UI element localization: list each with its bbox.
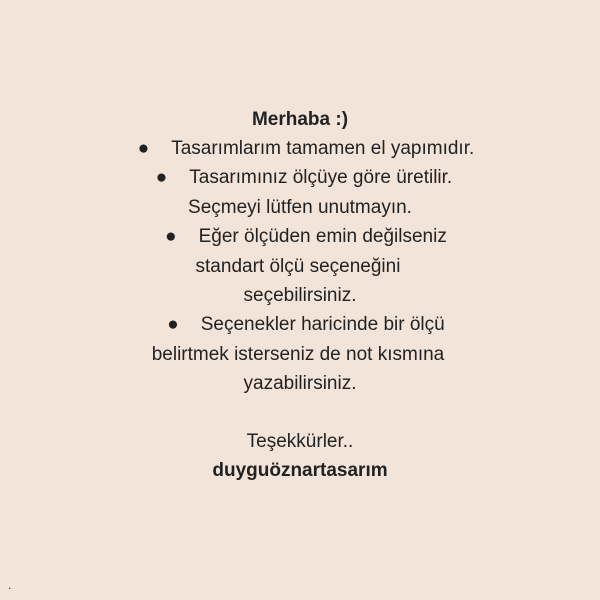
bullet-text-continued: standart ölçü seçeneğini [195,256,401,277]
bullet-icon: ● [155,167,168,188]
signature-text: duyguöznartasarım [212,460,388,481]
bullet-text-continued: Seçmeyi lütfen unutmayın. [188,197,412,218]
greeting-heading: Merhaba :) [251,109,349,130]
thanks-text: Teşekkürler.. [246,431,354,452]
bullet-item-2 [4,165,600,191]
bullet-item-3 [6,224,600,250]
bullet-text: Tasarımlarım tamamen el yapımıdır. [171,138,475,159]
bullet-item-4 [6,312,600,338]
corner-mark: . [8,578,12,592]
bullet-text: Eğer ölçüden emin değilseniz [198,226,447,247]
bullet-text-continued: seçebilirsiniz. [243,285,357,306]
bullet-item-1 [6,136,600,162]
bullet-text-continued: belirtmek isterseniz de not kısmına [151,344,445,365]
bullet-text: Tasarımınız ölçüye göre üretilir. [189,167,453,188]
bullet-icon: ● [167,314,179,335]
bullet-icon: ● [137,138,150,159]
bullet-text-continued: yazabilirsiniz. [243,373,357,394]
bullet-icon: ● [165,226,177,247]
bullet-text: Seçenekler haricinde bir ölçü [200,314,445,335]
